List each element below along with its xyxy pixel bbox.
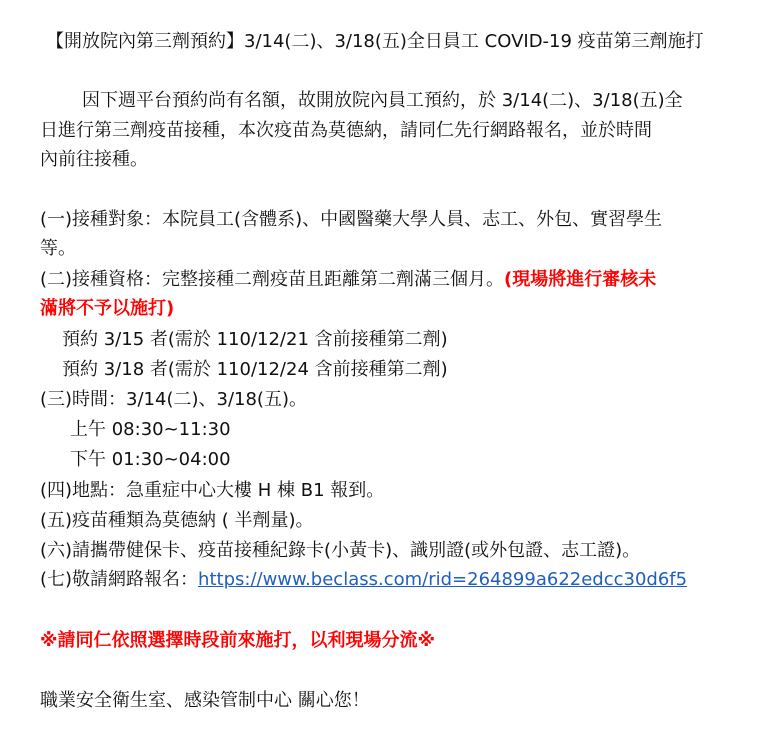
signature: 職業安全衛生室、感染管制中心 關心您！ [40,690,370,711]
item-eligible-people: (一)接種對象：本院員工(含體系)、中國醫藥大學人員、志工、外包、實習學生 [40,209,663,230]
item-eligible-people-continued: 等。 [40,238,76,259]
eligibility-text: (二)接種資格：完整接種二劑疫苗且距離第二劑滿三個月。 [40,269,505,290]
item-eligibility [40,268,656,292]
registration-link[interactable]: https://www.beclass.com/rid=264899a622edcc30d6f5 [198,569,688,590]
eligibility-warning-continued: 滿將不予以施打) [40,298,175,319]
intro-line-2: 日進行第三劑疫苗接種，本次疫苗為莫德納，請同仁先行網路報名，並於時間 [40,120,652,141]
important-notice: ※請同仁依照選擇時段前來施打，以利現場分流※ [40,630,435,651]
eligibility-sub-item-0315: 預約 3/15 者(需於 110/12/21 含前接種第二劑) [62,329,448,350]
intro-line-1: 因下週平台預約尚有名額，故開放院內員工預約，於 3/14(二)、3/18(五)全 [82,90,683,111]
item-vaccine-type: (五)疫苗種類為莫德納 ( 半劑量)。 [40,510,314,531]
eligibility-sub-item-0318: 預約 3/18 者(需於 110/12/24 含前接種第二劑) [62,359,448,380]
announcement-title: 【開放院內第三劑預約】3/14(二)、3/18(五)全日員工 COVID-19 疫苗第三劑施打 [46,31,704,52]
intro-line-3: 內前往接種。 [40,149,148,170]
item-time: (三)時間：3/14(二)、3/18(五)。 [40,389,307,410]
item-registration [40,568,687,592]
eligibility-warning: (現場將進行審核未 [504,269,657,290]
time-morning: 上午 08:30~11:30 [70,419,231,440]
time-afternoon: 下午 01:30~04:00 [70,449,231,470]
item-bring-documents: (六)請攜帶健保卡、疫苗接種紀錄卡(小黃卡)、識別證(或外包證、志工證)。 [40,540,641,561]
item-location: (四)地點：急重症中心大樓 H 棟 B1 報到。 [40,480,385,501]
registration-label: (七)敬請網路報名： [40,569,199,590]
